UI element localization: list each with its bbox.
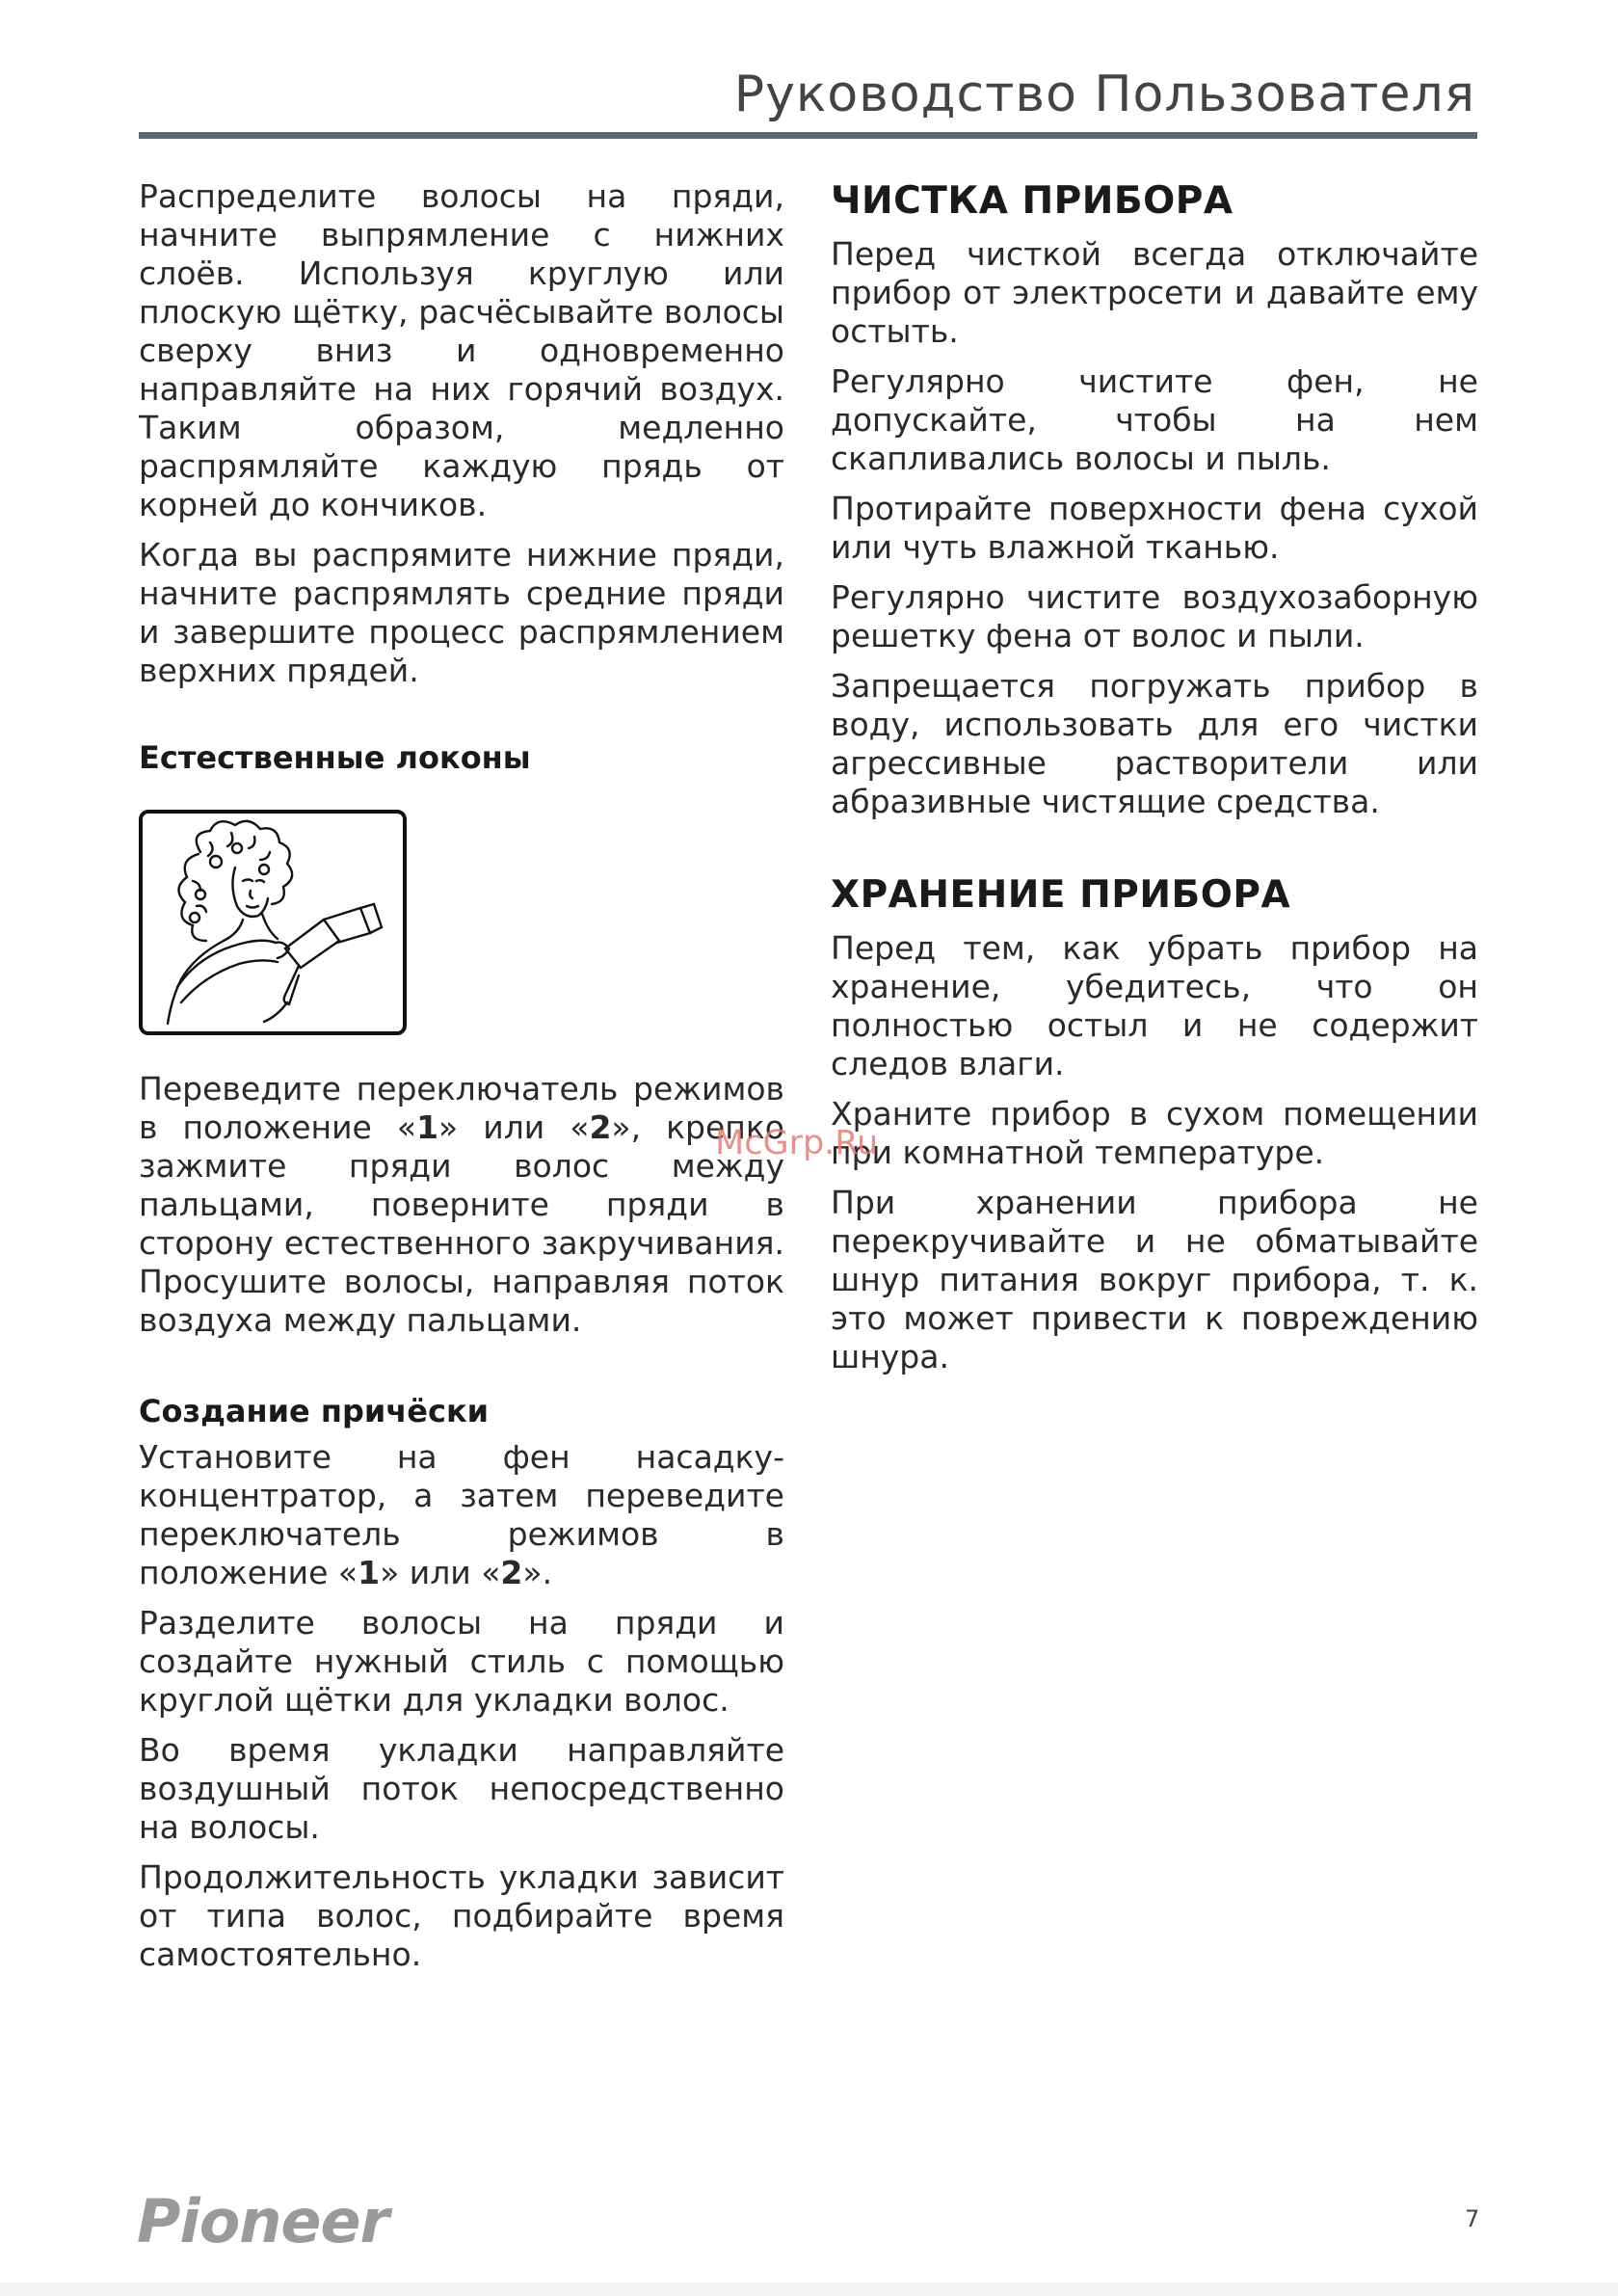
watermark: McGrp.Ru xyxy=(715,1124,879,1162)
mode-number: 2 xyxy=(500,1554,523,1591)
section-heading-natural-curls: Естественные локоны xyxy=(139,739,531,776)
woman-drying-hair-icon xyxy=(139,810,407,1035)
paragraph: Во время укладки направляйте воздушный поток непосредственно на волосы. xyxy=(139,1731,784,1846)
text-fragment: » или « xyxy=(380,1554,501,1591)
text-fragment: », крепко зажмите пряди волос между пальцами, поверните пряди в сторону естественного закручивания. Просушите волосы, направляя поток воздуха между пальцами. xyxy=(139,1108,784,1339)
page-title: Руководство Пользователя xyxy=(733,66,1475,123)
mode-number: 2 xyxy=(589,1108,612,1146)
paragraph xyxy=(139,1438,784,1592)
paragraph: Продолжительность укладки зависит от типа волос, подбирайте время самостоятельно. xyxy=(139,1858,784,1973)
paragraph: Когда вы распрямите нижние пряди, начните распрямлять средние пряди и завершите процесс распрямлением верхних прядей. xyxy=(139,536,784,689)
paragraph: Перед тем, как убрать прибор на хранение, убедитесь, что он полностью остыл и не содержит следов влаги. xyxy=(831,929,1478,1082)
section-heading-hairstyle: Создание причёски xyxy=(139,1393,490,1429)
paragraph: Регулярно чистите воздухозаборную решетку фена от волос и пыли. xyxy=(831,578,1478,654)
mode-number: 1 xyxy=(416,1108,439,1146)
paragraph: Перед чисткой всегда отключайте прибор от электросети и давайте ему остыть. xyxy=(831,235,1478,350)
page-number: 7 xyxy=(1465,2205,1480,2232)
paragraph: Разделите волосы на пряди и создайте нужный стиль с помощью круглой щётки для укладки волос. xyxy=(139,1604,784,1719)
paragraph: Храните прибор в сухом помещении при комнатной температуре. xyxy=(831,1095,1478,1171)
paragraph: Протирайте поверхности фена сухой или чуть влажной тканью. xyxy=(831,490,1478,566)
left-column xyxy=(139,177,784,1986)
text-fragment: Переведите переключатель режимов в положение « xyxy=(139,1070,784,1146)
paragraph: Запрещается погружать прибор в воду, использовать для его чистки агрессивные растворители или абразивные чистящие средства. xyxy=(831,667,1478,820)
right-column xyxy=(831,177,1478,1388)
text-fragment: » или « xyxy=(438,1108,590,1146)
page-bottom-edge xyxy=(0,2283,1618,2296)
mode-number: 1 xyxy=(358,1554,381,1591)
text-fragment: ». xyxy=(522,1554,553,1591)
header-divider xyxy=(139,132,1477,139)
section-heading-storage: ХРАНЕНИЕ ПРИБОРА xyxy=(831,873,1291,917)
brand-logo: Pioneer xyxy=(137,2186,389,2256)
paragraph: При хранении прибора не перекручивайте и не обматывайте шнур питания вокруг прибора, т. к. это может привести к повреждению шнура. xyxy=(831,1184,1478,1375)
section-heading-cleaning: ЧИСТКА ПРИБОРА xyxy=(831,179,1233,223)
paragraph xyxy=(139,1070,784,1340)
paragraph: Распределите волосы на пряди, начните выпрямление с нижних слоёв. Используя круглую или плоскую щётку, расчёсывайте волосы сверху вниз и одновременно направляйте на них горячий воздух. Таким образом, медленно распрямляйте каждую прядь от корней до кончиков. xyxy=(139,177,784,523)
paragraph: Регулярно чистите фен, не допускайте, чтобы на нем скапливались волосы и пыль. xyxy=(831,362,1478,477)
text-fragment: Установите на фен насадку-концентратор, а затем переведите переключатель режимов в положение « xyxy=(139,1438,784,1591)
